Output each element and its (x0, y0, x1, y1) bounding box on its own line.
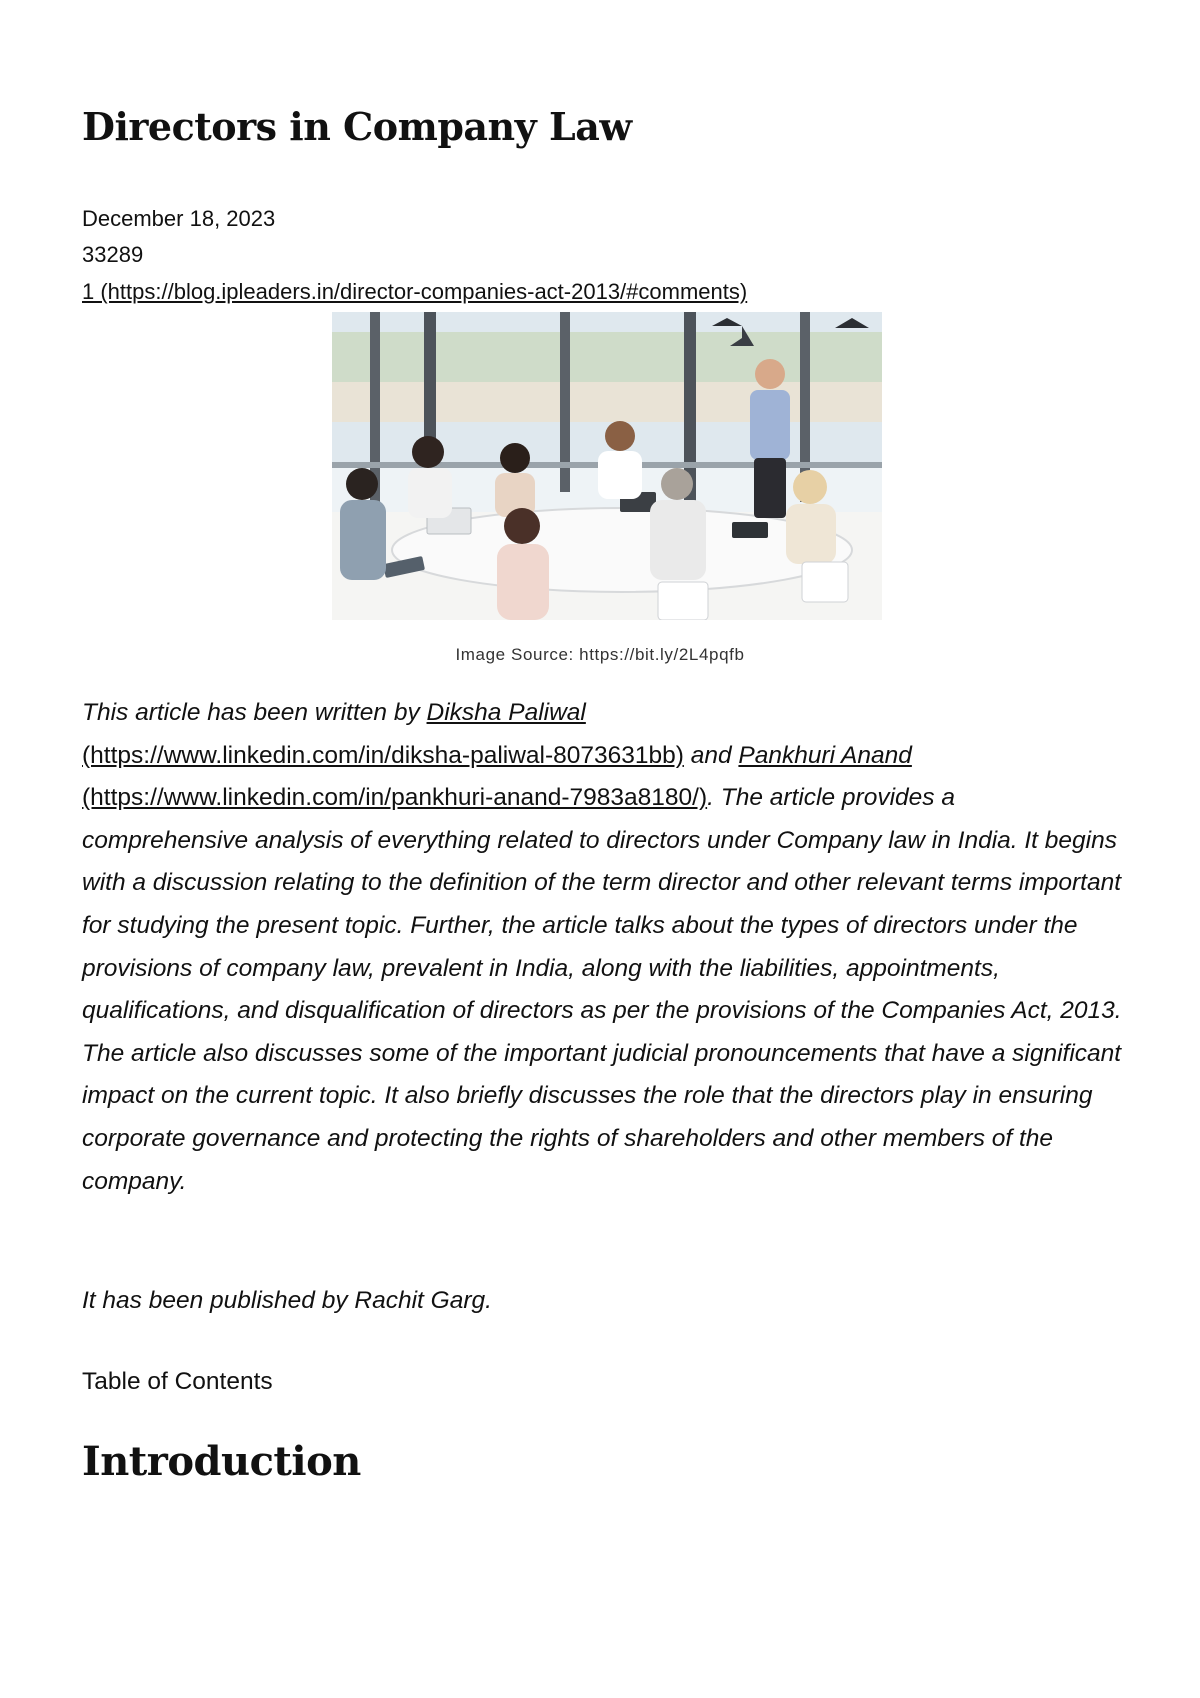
intro-body: The article provides a comprehensive analysis of everything related to directors under Company law in India. It begins with a discussion relating to the definition of the term director and other relevant terms important for studying the present topic. Further, the article talks about the types of directors under the provisions of company law, prevalent in India, along with the liabilities, appointments, qualifications, and disqualification of directors as per the provisions of the Companies Act, 2013. The article also discusses some of the important judicial pronouncements that have a significant impact on the current topic. It also briefly discusses the role that the directors play in ensuring corporate governance and protecting the rights of shareholders and other members of the company. (82, 784, 1122, 1195)
section-heading-introduction: Introduction (82, 1438, 361, 1485)
table-of-contents-toggle[interactable]: Table of Contents (82, 1368, 273, 1395)
article-intro (82, 692, 1122, 1203)
comments-link[interactable]: 1 (https://blog.ipleaders.in/director-companies-act-2013/#comments) (82, 279, 748, 304)
publish-date: December 18, 2023 (82, 206, 276, 231)
intro-lead: This article has been written by (82, 699, 427, 726)
author-link-pankhuri[interactable]: Pankhuri Anand (738, 741, 912, 769)
intro-period: . (707, 784, 714, 812)
intro-joiner: and (683, 741, 739, 769)
view-count: 33289 (82, 242, 144, 267)
article-hero-image (332, 312, 882, 620)
image-caption: Image Source: https://bit.ly/2L4pqfb (455, 645, 745, 664)
article-title: Directors in Company Law (82, 104, 632, 149)
comments-line (82, 277, 747, 307)
author-url-pankhuri[interactable]: (https://www.linkedin.com/in/pankhuri-anand-7983a8180/) (82, 784, 708, 812)
author-url-diksha[interactable]: (https://www.linkedin.com/in/diksha-paliwal-8073631bb) (82, 741, 684, 769)
published-by: It has been published by Rachit Garg. (82, 1287, 492, 1314)
author-link-diksha[interactable]: Diksha Paliwal (426, 699, 586, 726)
